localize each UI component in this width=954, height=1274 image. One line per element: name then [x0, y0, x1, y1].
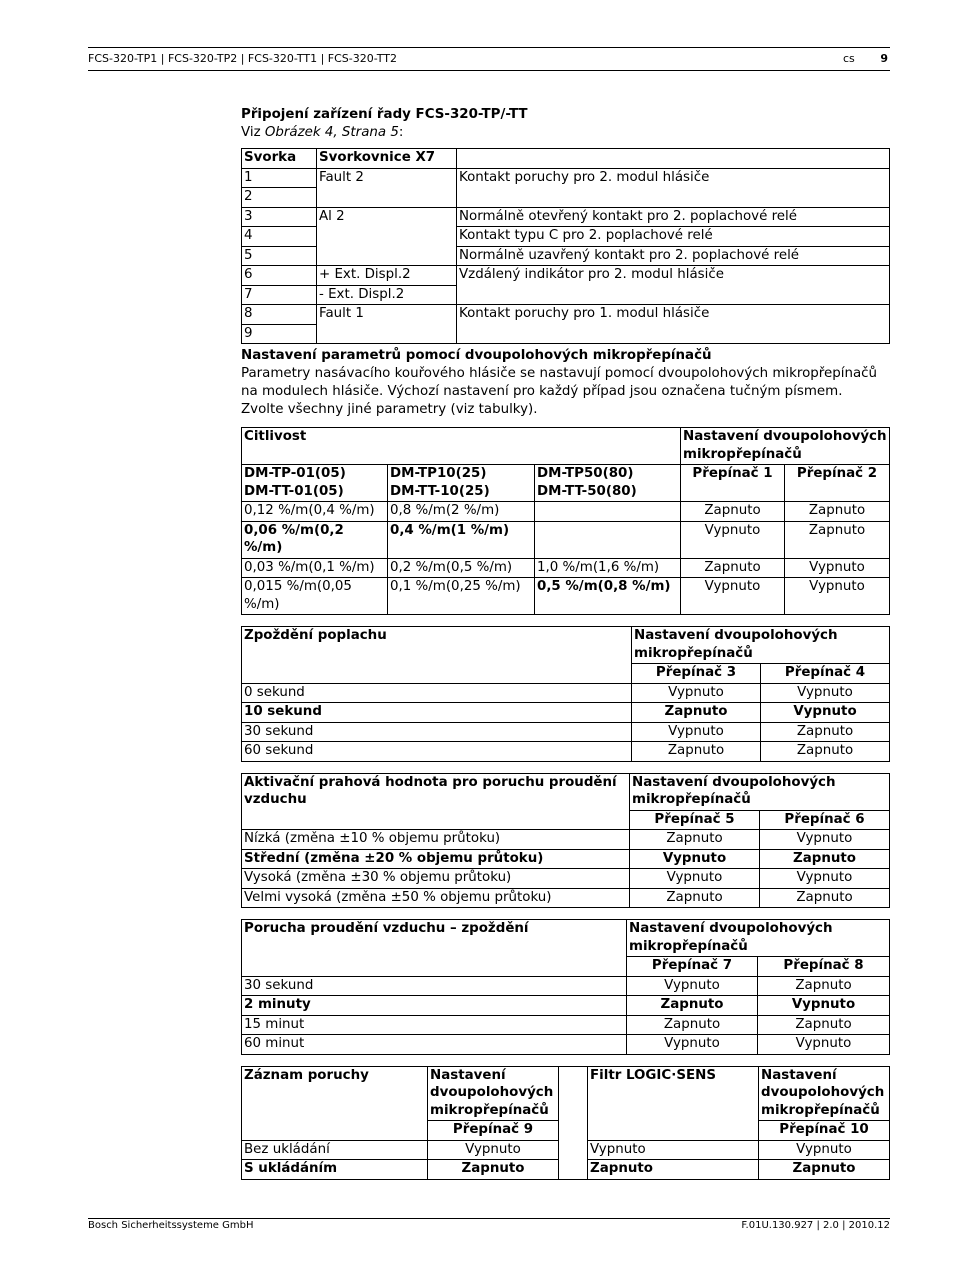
- table-cell: Vypnuto: [630, 869, 760, 889]
- table-cell: + Ext. Displ.2: [317, 266, 457, 286]
- table-cell: Zapnuto: [761, 742, 890, 762]
- header-lang: cs: [843, 52, 855, 65]
- table-cell: Vypnuto: [681, 521, 785, 558]
- table-cell: Zapnuto: [761, 722, 890, 742]
- table-cell: 3: [242, 207, 317, 227]
- table-cell: 0,8 %/m(2 %/m): [388, 502, 535, 522]
- table-row: [242, 976, 890, 996]
- table-cell: 5: [242, 246, 317, 266]
- table-row: [242, 996, 890, 1016]
- col-header: Nastavení dvoupolohových mikropřepínačů: [630, 773, 890, 810]
- table-cell: Nízká (změna ±10 % objemu průtoku): [242, 830, 630, 850]
- table-cell: 60 minut: [242, 1035, 627, 1055]
- table-cell: Fault 2: [317, 168, 457, 207]
- col-header: Přepínač 8: [758, 957, 890, 977]
- col-header: Přepínač 7: [627, 957, 758, 977]
- table-header-row: [242, 465, 890, 502]
- table-cell: Vypnuto: [785, 578, 890, 615]
- table-cell: 2 minuty: [242, 996, 627, 1016]
- table-cell: 60 sekund: [242, 742, 632, 762]
- page-content: [241, 106, 890, 1180]
- table-row: [242, 266, 890, 286]
- col-header: Přepínač 1: [681, 465, 785, 502]
- col-header: Svorka: [242, 149, 317, 169]
- table-cell: Zapnuto: [760, 888, 890, 908]
- sensitivity-table: [241, 427, 890, 615]
- table-cell: Vypnuto: [630, 849, 760, 869]
- table-cell: Vypnuto: [760, 869, 890, 889]
- table-cell: 4: [242, 227, 317, 247]
- table-cell: Velmi vysoká (změna ±50 % objemu průtoku): [242, 888, 630, 908]
- table-cell: Zapnuto: [428, 1160, 559, 1180]
- table-cell: 1,0 %/m(1,6 %/m): [535, 558, 681, 578]
- table-cell: 7: [242, 285, 317, 305]
- table-row: [242, 683, 890, 703]
- table-cell: Kontakt typu C pro 2. poplachové relé: [457, 227, 890, 247]
- table-header-row: [242, 773, 890, 810]
- col-header: Filtr LOGIC·SENS: [588, 1066, 759, 1140]
- table-cell: [535, 502, 681, 522]
- table-cell: Vypnuto: [761, 703, 890, 723]
- col-header: DM-TP-01(05) DM-TT-01(05): [242, 465, 388, 502]
- table-cell: Normálně uzavřený kontakt pro 2. poplachové relé: [457, 246, 890, 266]
- table-cell: Kontakt poruchy pro 1. modul hlásiče: [457, 305, 890, 344]
- table-header-row: [242, 1066, 890, 1121]
- table-cell: 6: [242, 266, 317, 286]
- table-cell: 0,12 %/m(0,4 %/m): [242, 502, 388, 522]
- paragraph-line: Parametry nasávacího kouřového hlásiče se nastavují pomocí dvoupolohových mikropřepínačů: [241, 366, 878, 381]
- table-cell: Al 2: [317, 207, 457, 266]
- table-cell: Kontakt poruchy pro 2. modul hlásiče: [457, 168, 890, 207]
- page-number: 9: [880, 52, 888, 65]
- table-row: [242, 888, 890, 908]
- table-cell: Zapnuto: [759, 1160, 890, 1180]
- table-cell: Vypnuto: [632, 722, 761, 742]
- figure-reference: Viz Obrázek 4, Strana 5:: [241, 125, 404, 140]
- table-cell: Vypnuto: [785, 558, 890, 578]
- table-cell: 1: [242, 168, 317, 188]
- table-row: [242, 1035, 890, 1055]
- table-cell: 30 sekund: [242, 976, 627, 996]
- table-cell: Vypnuto: [759, 1140, 890, 1160]
- table-cell: 0,06 %/m(0,2 %/m): [242, 521, 388, 558]
- table-cell: 0,4 %/m(1 %/m): [388, 521, 535, 558]
- table-cell: Normálně otevřený kontakt pro 2. poplachové relé: [457, 207, 890, 227]
- page-footer: [88, 1220, 890, 1231]
- table-row: [242, 849, 890, 869]
- table-header-row: [242, 149, 890, 169]
- table-row: [242, 502, 890, 522]
- col-header: Zpoždění poplachu: [242, 627, 632, 684]
- table-cell: Vypnuto: [758, 1035, 890, 1055]
- table-cell: Vypnuto: [627, 976, 758, 996]
- table-row: [242, 830, 890, 850]
- table-row: [242, 305, 890, 325]
- table-cell: 0 sekund: [242, 683, 632, 703]
- col-header: Přepínač 10: [759, 1121, 890, 1141]
- section-title-connection: Připojení zařízení řady FCS-320-TP/-TT: [241, 107, 528, 122]
- col-header: Nastavení dvoupolohových mikropřepínačů: [428, 1066, 559, 1121]
- col-header: Nastavení dvoupolohových mikropřepínačů: [759, 1066, 890, 1121]
- table-cell: 15 minut: [242, 1015, 627, 1035]
- table-cell: 0,2 %/m(0,5 %/m): [388, 558, 535, 578]
- col-header: Nastavení dvoupolohových mikropřepínačů: [681, 428, 890, 465]
- col-header: Nastavení dvoupolohových mikropřepínačů: [632, 627, 890, 664]
- table-cell: 0,03 %/m(0,1 %/m): [242, 558, 388, 578]
- col-header: Aktivační prahová hodnota pro poruchu proudění vzduchu: [242, 773, 630, 830]
- col-header: Přepínač 4: [761, 664, 890, 684]
- footer-rule: [88, 1218, 890, 1219]
- spacer-cell: [559, 1066, 588, 1179]
- table-cell: Zapnuto: [758, 976, 890, 996]
- table-cell: Vypnuto: [681, 578, 785, 615]
- table-cell: Zapnuto: [632, 703, 761, 723]
- col-header: Záznam poruchy: [242, 1066, 428, 1140]
- col-header: Nastavení dvoupolohových mikropřepínačů: [627, 920, 890, 957]
- table-row: [242, 1015, 890, 1035]
- table-cell: Zapnuto: [632, 742, 761, 762]
- table-cell: Vzdálený indikátor pro 2. modul hlásiče: [457, 266, 890, 305]
- section-title-dip: Nastavení parametrů pomocí dvoupolohových mikropřepínačů: [241, 348, 712, 363]
- col-header: [457, 149, 890, 169]
- table-row: [242, 722, 890, 742]
- table-cell: S ukládáním: [242, 1160, 428, 1180]
- col-header: Přepínač 9: [428, 1121, 559, 1141]
- table-cell: Zapnuto: [785, 521, 890, 558]
- col-header: Přepínač 5: [630, 810, 760, 830]
- table-cell: Zapnuto: [681, 558, 785, 578]
- table-cell: Zapnuto: [681, 502, 785, 522]
- table-cell: 9: [242, 324, 317, 344]
- table-cell: Bez ukládání: [242, 1140, 428, 1160]
- table-cell: - Ext. Displ.2: [317, 285, 457, 305]
- table-cell: Střední (změna ±20 % objemu průtoku): [242, 849, 630, 869]
- table-cell: 30 sekund: [242, 722, 632, 742]
- table-row: [242, 742, 890, 762]
- table-row: [242, 168, 890, 188]
- table-cell: Zapnuto: [785, 502, 890, 522]
- header-rule-bottom: [88, 70, 890, 71]
- table-row: [242, 558, 890, 578]
- table-cell: 10 sekund: [242, 703, 632, 723]
- col-header: Přepínač 6: [760, 810, 890, 830]
- table-cell: Zapnuto: [627, 1015, 758, 1035]
- col-header: DM-TP10(25) DM-TT-10(25): [388, 465, 535, 502]
- table-cell: Fault 1: [317, 305, 457, 344]
- airflow-delay-table: [241, 919, 890, 1055]
- table-header-row: [242, 428, 890, 465]
- col-header: Přepínač 2: [785, 465, 890, 502]
- table-cell: Zapnuto: [760, 849, 890, 869]
- table-cell: Zapnuto: [627, 996, 758, 1016]
- table-cell: 0,015 %/m(0,05 %/m): [242, 578, 388, 615]
- table-header-row: [242, 627, 890, 664]
- col-header: DM-TP50(80) DM-TT-50(80): [535, 465, 681, 502]
- table-row: [242, 578, 890, 615]
- table-cell: 2: [242, 188, 317, 208]
- table-cell: Zapnuto: [758, 1015, 890, 1035]
- table-cell: Vypnuto: [761, 683, 890, 703]
- table-cell: Vypnuto: [760, 830, 890, 850]
- table-cell: Zapnuto: [630, 830, 760, 850]
- table-row: [242, 207, 890, 227]
- table-cell: 8: [242, 305, 317, 325]
- table-cell: Vypnuto: [428, 1140, 559, 1160]
- airflow-threshold-table: [241, 773, 890, 909]
- col-header: Porucha proudění vzduchu – zpoždění: [242, 920, 627, 977]
- table-cell: Vypnuto: [758, 996, 890, 1016]
- table-cell: 0,5 %/m(0,8 %/m): [535, 578, 681, 615]
- table-cell: Zapnuto: [588, 1160, 759, 1180]
- table-header-row: [242, 920, 890, 957]
- table-cell: [535, 521, 681, 558]
- terminals-table: [241, 148, 890, 344]
- col-header: Přepínač 3: [632, 664, 761, 684]
- col-header: Svorkovnice X7: [317, 149, 457, 169]
- col-header: Citlivost: [242, 428, 681, 465]
- table-cell: Vysoká (změna ±30 % objemu průtoku): [242, 869, 630, 889]
- header-title: FCS-320-TP1 | FCS-320-TP2 | FCS-320-TT1 | FCS-320-TT2: [88, 52, 397, 65]
- footer-docref: F.01U.130.927 | 2.0 | 2010.12: [741, 1220, 890, 1231]
- table-cell: Vypnuto: [627, 1035, 758, 1055]
- paragraph-line: Zvolte všechny jiné parametry (viz tabulky).: [241, 402, 538, 417]
- table-cell: Vypnuto: [632, 683, 761, 703]
- table-cell: Zapnuto: [630, 888, 760, 908]
- table-row: [242, 869, 890, 889]
- fault-log-filter-table: [241, 1066, 890, 1180]
- table-cell: Vypnuto: [588, 1140, 759, 1160]
- paragraph-line: na modulech hlásiče. Výchozí nastavení pro každý případ jsou označena tučným písmem.: [241, 384, 843, 399]
- table-row: [242, 703, 890, 723]
- table-cell: 0,1 %/m(0,25 %/m): [388, 578, 535, 615]
- table-row: [242, 521, 890, 558]
- alarm-delay-table: [241, 626, 890, 762]
- header-rule-top: [88, 47, 890, 48]
- footer-company: Bosch Sicherheitssysteme GmbH: [88, 1220, 254, 1231]
